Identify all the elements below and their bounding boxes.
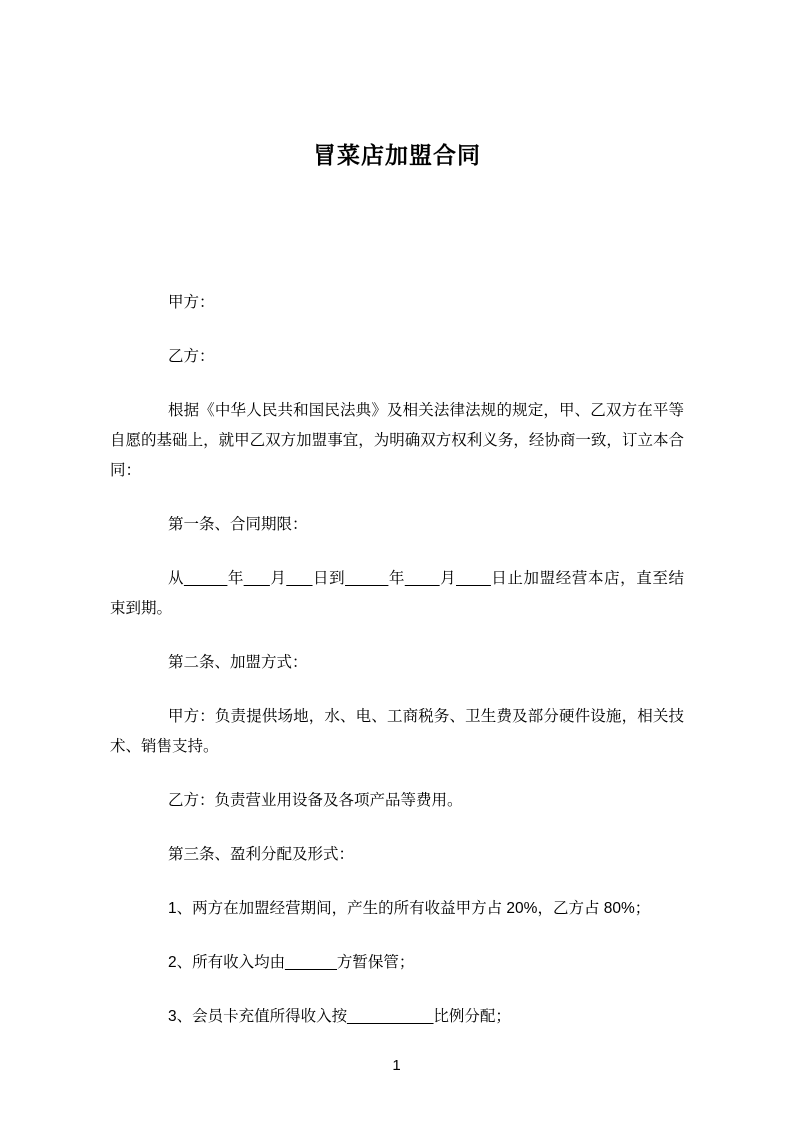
- heading-article-3: 第三条、盈利分配及形式：: [168, 846, 355, 863]
- para-contract-term: 从_____年___月___日到_____年____月____日止加盟经营本店，直至结束到期。: [110, 570, 684, 617]
- para-party-b: 乙方：: [168, 348, 215, 365]
- para-preamble: 根据《中华人民共和国民法典》及相关法律法规的规定，甲、乙双方在平等自愿的基础上，就甲乙双方加盟事宜，为明确双方权利义务，经协商一致，订立本合同：: [110, 402, 684, 479]
- para-profit-item-3: 3、会员卡充值所得收入按__________比例分配；: [168, 1008, 511, 1025]
- para-profit-item-1: 1、两方在加盟经营期间，产生的所有收益甲方占 20%，乙方占 80%；: [168, 900, 651, 917]
- heading-article-2: 第二条、加盟方式：: [168, 654, 308, 671]
- para-party-b-duty: 乙方：负责营业用设备及各项产品等费用。: [168, 792, 463, 809]
- para-party-a-duty: 甲方：负责提供场地，水、电、工商税务、卫生费及部分硬件设施，相关技术、销售支持。: [110, 708, 684, 755]
- para-party-a: 甲方：: [168, 294, 215, 311]
- heading-article-1: 第一条、合同期限：: [168, 516, 308, 533]
- para-profit-item-2: 2、所有收入均由______方暂保管；: [168, 954, 415, 971]
- document-title: 冒菜店加盟合同: [313, 142, 481, 168]
- page-number: 1: [392, 1057, 401, 1074]
